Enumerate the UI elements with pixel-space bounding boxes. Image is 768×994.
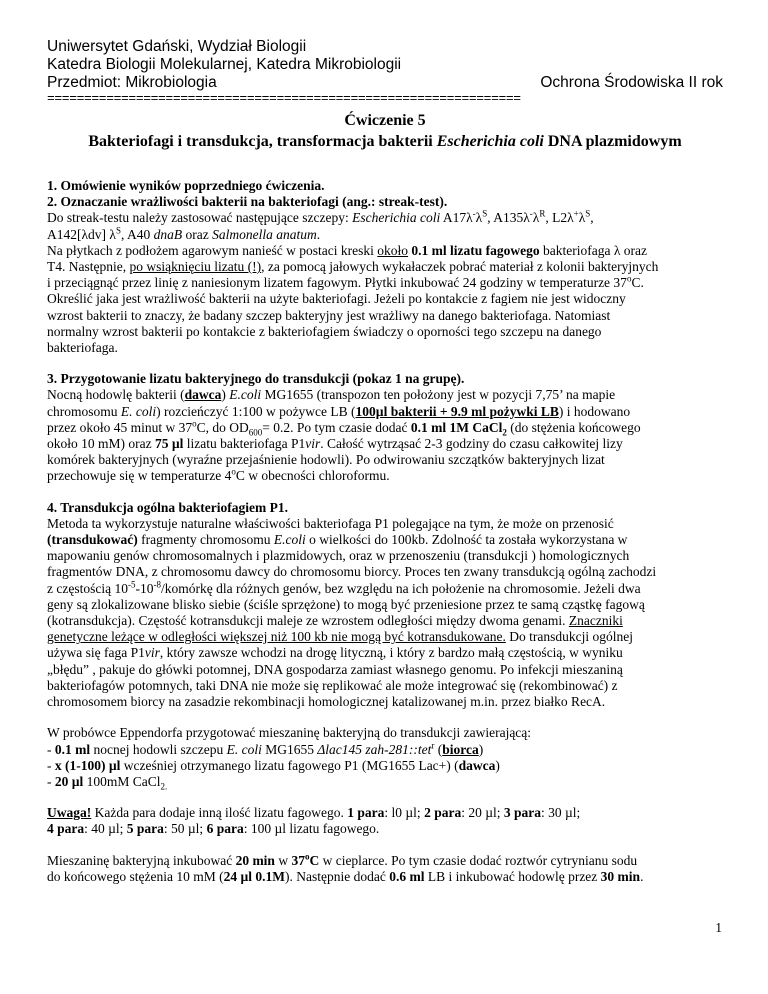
t: dawca	[184, 387, 222, 403]
t: bakteriofaga.	[47, 340, 118, 356]
t: C.	[631, 275, 644, 291]
t: . Całość wytrząsać 2-3 godziny do czasu całkowitej lizy	[320, 436, 623, 452]
header	[47, 38, 723, 104]
t: 5 para	[126, 821, 164, 837]
t: genetyczne leżące w odległości większej niż 100 kb nie mogą być kotransdukowane.	[47, 629, 506, 645]
t: ,	[590, 210, 594, 226]
t: normalny wzrost bakterii po kontakcie z bakteriofagiem świadczy o oporności tego szczepu na danego	[47, 323, 602, 339]
incubation-paragraph	[47, 853, 723, 885]
t: x (1-100) µl	[54, 757, 121, 773]
document-body	[47, 178, 723, 885]
t: o	[304, 851, 310, 862]
t: Na płytkach z podłożem agarowym nanieść w postaci kreski	[47, 242, 378, 258]
t: Do streak-testu należy zastosować następujące szczepy:	[47, 210, 353, 226]
t: : 100 µl lizatu fagowego.	[243, 821, 380, 837]
s1-heading-text: 1. Omówienie wyników poprzedniego ćwiczenia.	[47, 178, 325, 193]
s2-heading-text: 2. Oznaczanie wrażliwości bakterii na bakteriofagi (ang.: streak-test).	[47, 194, 448, 210]
t: C, do OD	[196, 419, 249, 435]
t: S	[585, 208, 591, 219]
exercise-title	[47, 110, 723, 152]
t: : 40 µl;	[84, 821, 127, 837]
t: LB i inkubować hodowlę przez	[424, 868, 601, 884]
t: w	[274, 852, 292, 868]
t: 0.6 ml	[389, 868, 425, 884]
t: ) rozcieńczyć 1:100 w pożywce LB (	[156, 403, 356, 419]
t: lizatu bakteriofaga P1	[183, 436, 306, 452]
section-1-heading	[47, 178, 723, 194]
t: , L2λ	[545, 210, 574, 226]
t: 100µl bakterii + 9.9 ml pożywki LB	[355, 403, 559, 419]
t: Metoda ta wykorzystuje naturalne właściwości bakteriofaga P1 polegające na tym, że może on przenosić	[47, 515, 614, 531]
t: A142[λdv] λ	[47, 226, 116, 242]
t: do końcowego stężenia 10 mM (	[47, 868, 224, 884]
t: MG1655 (transpozon ten położony jest w pozycji 7,75’ na mapie	[261, 387, 616, 403]
t: -10	[135, 580, 154, 596]
t: .	[316, 226, 321, 242]
t: 2 para	[424, 805, 462, 821]
t: vir	[305, 436, 321, 452]
t: vir	[144, 645, 160, 661]
t: o	[231, 466, 236, 477]
t: : 50 µl;	[163, 821, 207, 837]
t: , A135λ	[487, 210, 530, 226]
t: biorca	[442, 741, 479, 757]
t: bakteriofagów potomnych, taki DNA nie może się replikować ale może integrować się (rekombinować) z	[47, 677, 618, 693]
t: Uwaga!	[47, 805, 92, 821]
t: (transdukować)	[47, 532, 138, 548]
t: 20 min	[235, 852, 275, 868]
t: -8	[153, 579, 161, 590]
t: S	[482, 208, 488, 219]
t: przechowuje się w temperaturze 4	[47, 468, 232, 484]
t: E. coli	[120, 403, 157, 419]
t: Określić jaka jest wrażliwość bakterii na użyte bakteriofagi. Jeżeli po kontakcie z fagiem nie jest widoczny	[47, 291, 626, 307]
t: Escherichia coli	[352, 210, 441, 226]
t: używa się faga P1	[47, 645, 145, 661]
t: po wsiąknięciu lizatu (!)	[129, 259, 262, 275]
t: 0.1 ml 1M CaCl	[410, 419, 503, 435]
t: r	[431, 740, 435, 750]
section-2-body	[47, 243, 723, 356]
t: 6 para	[206, 821, 244, 837]
t: wcześniej otrzymanego lizatu fagowego P1 (MG1655 Lac+) (	[120, 757, 459, 773]
t: Δlac145 zah-281::tet	[317, 741, 432, 757]
t: Znaczniki	[568, 613, 623, 629]
t: λ	[578, 210, 586, 226]
subtitle-species: Escherichia coli	[436, 133, 544, 150]
t: ) i hodowano	[558, 403, 631, 419]
t: fragmentów DNA, z chromosomu dawcy do chromosomu biorcy. Proces ten zwany transdukcją ogólną zachodzi	[47, 564, 657, 580]
t: : 20 µl;	[461, 805, 504, 821]
t: E.coli	[229, 387, 262, 403]
t: E.coli	[273, 532, 306, 548]
t: A17λ	[440, 210, 473, 226]
section-3-body	[47, 387, 723, 484]
t: -	[47, 773, 55, 789]
document-page	[47, 38, 723, 885]
t: -	[47, 741, 55, 757]
t: 600	[248, 427, 263, 438]
t: MG1655	[261, 741, 318, 757]
section-4-heading	[47, 500, 723, 516]
t: dawca	[458, 757, 496, 773]
t: 4. Transdukcja ogólna bakteriofagiem P1.	[47, 499, 289, 515]
t: = 0.2. Po tym czasie dodać	[262, 419, 411, 435]
t: )	[221, 387, 230, 403]
t: Mieszaninę bakteryjną inkubować	[47, 852, 236, 868]
t: 2	[502, 427, 507, 438]
t: Każda para dodaje inną ilość lizatu fagowego.	[91, 805, 348, 821]
t: 0.1 ml	[54, 741, 91, 757]
t: przez około 45 minut w 37	[47, 419, 193, 435]
t: Do transdukcji ogólnej	[505, 629, 633, 645]
department-line: Katedra Biologii Molekularnej, Katedra Mikrobiologii	[47, 56, 402, 73]
university-line: Uniwersytet Gdański, Wydział Biologii	[47, 38, 307, 55]
t: -	[529, 208, 533, 219]
t: -5	[127, 579, 136, 590]
t: : l0 µl;	[384, 805, 425, 821]
t: 24 µl 0.1M	[223, 868, 285, 884]
t: -	[472, 208, 476, 219]
t: (	[434, 741, 443, 757]
t: chromosomu	[47, 403, 121, 419]
t: , A40	[120, 226, 154, 242]
t: około	[377, 242, 409, 258]
t: „błędu” , pakuje do główki potomnej, DNA gospodarza zamiast własnego genomu. Po infekcji mieszaniną	[47, 661, 623, 677]
exercise-subtitle	[47, 131, 723, 152]
t: i przeciągnąć przez linię z naniesionym lizatem fagowym. Płytki inkubować 24 godziny w temperaturze 37	[47, 275, 627, 291]
t: (do stężenia końcowego	[506, 419, 641, 435]
t: około 10 mM) oraz	[47, 436, 155, 452]
t: 30 min	[600, 868, 641, 884]
subject-row	[47, 74, 723, 92]
section-2-heading	[47, 194, 723, 210]
t: nocnej hodowli szczepu	[90, 741, 227, 757]
section-2-strains	[47, 210, 723, 242]
t: λ	[475, 210, 483, 226]
t: )	[495, 757, 500, 773]
t: C	[309, 852, 320, 868]
t: E. coli	[226, 741, 262, 757]
subject-label: Przedmiot: Mikrobiologia	[47, 74, 217, 91]
t: wzrost bakterii to znaczy, że badany szczep bakteryjny jest wrażliwy na danego bakteriofaga. Natomiast	[47, 307, 611, 323]
t: komórek bakteryjnych (wyraźne przejaśnienie hodowli). Po odwirowaniu szczątków bakteryjnych lizat	[47, 452, 605, 468]
note-paragraph	[47, 805, 723, 837]
t: λ	[532, 210, 540, 226]
t: /komórkę dla różnych genów, bez względu na ich położenie na chromosomie. Jeżeli dwa	[160, 580, 641, 596]
t: 3 para	[503, 805, 541, 821]
t: 2.	[160, 781, 168, 792]
t: o	[192, 418, 197, 429]
section-3-heading	[47, 371, 723, 387]
t: o wielkości do 100kb. Zdolność ta została wykorzystana w	[305, 532, 628, 548]
t: Nocną hodowlę bakterii (	[47, 387, 185, 403]
t: 20 µl	[54, 773, 84, 789]
t: : 30 µl;	[540, 805, 581, 821]
t: oraz	[182, 226, 213, 242]
t: w cieplarce. Po tym czasie dodać roztwór cytrynianu sodu	[319, 852, 638, 868]
t: Salmonella anatum	[212, 226, 317, 242]
t: T4. Następnie,	[47, 259, 130, 275]
t: 1 para	[347, 805, 385, 821]
t: o	[626, 273, 632, 284]
t: bakteriofaga λ oraz	[539, 242, 648, 258]
t: (kotransdukcja). Częstość kotransdukcji maleje ze wzrostem odległości między dwoma genami.	[47, 613, 569, 629]
t: geny są zlokalizowane blisko siebie (ściśle sprzężone) to mogą być przeniesione przez te samą cząstkę fagową	[47, 596, 645, 612]
section-4-body	[47, 516, 723, 710]
t: R	[539, 208, 546, 219]
t: 75 µl	[154, 436, 184, 452]
separator-rule: ================================================================	[47, 94, 521, 104]
t: S	[115, 225, 121, 236]
t: .	[640, 868, 644, 884]
t: 100mM CaCl	[83, 773, 161, 789]
t: 0.1 ml lizatu fagowego	[411, 242, 540, 258]
course-label: Ochrona Środowiska II rok	[540, 74, 723, 91]
t: , za pomocą jałowych wykałaczek pobrać materiał z kolonii bakteryjnych	[261, 259, 659, 275]
t: 37	[291, 852, 305, 868]
t: ). Następnie dodać	[285, 868, 390, 884]
subtitle-text-end: DNA plazmidowym	[543, 133, 682, 150]
t: fragmenty chromosomu	[137, 532, 274, 548]
exercise-number: Ćwiczenie 5	[344, 112, 426, 129]
t: chromosomem biorcy na zasadzie rekombinacji homologicznej katalizowanej m.in. przez białko RecA.	[47, 694, 606, 710]
subtitle-text: Bakteriofagi i transdukcja, transformacja bakterii	[88, 133, 437, 150]
t: z częstością 10	[47, 580, 128, 596]
t: C w obecności chloroformu.	[235, 468, 390, 484]
t: )	[478, 741, 484, 757]
t: dnaB	[153, 226, 183, 242]
t: 4 para	[47, 821, 85, 837]
t: W probówce Eppendorfa przygotować mieszaninę bakteryjną do transdukcji zawierającą:	[47, 725, 532, 741]
t: , który zawsze wchodzi na drogę lityczną, i który z bardzo małą częstością, w wyniku	[159, 645, 623, 661]
mixture-list	[47, 725, 723, 790]
page-number: 1	[715, 920, 722, 935]
t: mapowaniu genów chromosomalnych i plazmidowych, oraz w przenoszeniu (transdukcji ) homologicznych	[47, 548, 630, 564]
t: 3. Przygotowanie lizatu bakteryjnego do transdukcji (pokaz 1 na grupę).	[47, 371, 465, 387]
t: -	[47, 757, 55, 773]
t: +	[573, 208, 579, 219]
